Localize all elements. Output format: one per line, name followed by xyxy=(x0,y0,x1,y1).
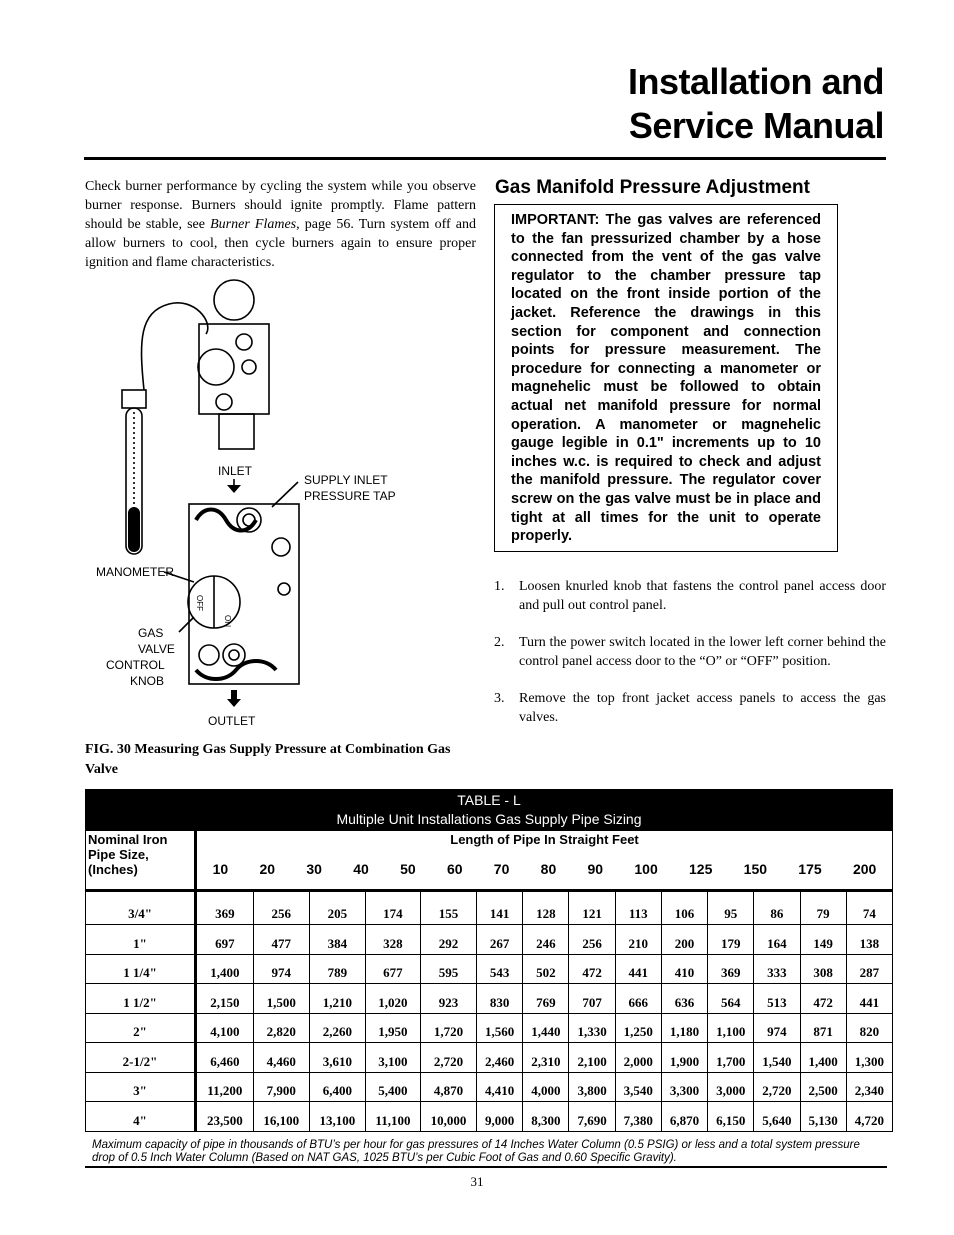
length-header-value: 125 xyxy=(689,861,713,877)
table-row xyxy=(86,1102,893,1132)
capacity-cell: 666 xyxy=(615,984,661,1014)
table-row xyxy=(86,954,893,984)
capacity-cell: 6,460 xyxy=(196,1043,254,1073)
capacity-cell: 769 xyxy=(523,984,569,1014)
capacity-cell: 2,460 xyxy=(477,1043,523,1073)
capacity-cell: 121 xyxy=(569,891,615,925)
capacity-cell: 256 xyxy=(253,891,309,925)
manometer-fitting xyxy=(122,390,146,408)
knob-label-3: CONTROL xyxy=(106,658,165,672)
capacity-cell: 820 xyxy=(846,1013,892,1043)
bottom-rule xyxy=(85,1166,887,1168)
capacity-cell: 5,130 xyxy=(800,1102,846,1132)
capacity-cell: 138 xyxy=(846,925,892,955)
knob-label-2: VALVE xyxy=(138,642,175,656)
section-heading: Gas Manifold Pressure Adjustment xyxy=(495,177,810,198)
capacity-cell: 3,800 xyxy=(569,1072,615,1102)
capacity-cell: 1,100 xyxy=(708,1013,754,1043)
table-row xyxy=(86,1013,893,1043)
capacity-cell: 1,950 xyxy=(365,1013,420,1043)
burner-flames-reference: Burner Flames xyxy=(210,217,297,232)
capacity-cell: 543 xyxy=(477,954,523,984)
capacity-cell: 2,000 xyxy=(615,1043,661,1073)
capacity-cell: 256 xyxy=(569,925,615,955)
table-row xyxy=(86,891,893,925)
capacity-cell: 1,330 xyxy=(569,1013,615,1043)
table-row xyxy=(86,1072,893,1102)
capacity-cell: 2,310 xyxy=(523,1043,569,1073)
important-notice-box xyxy=(494,204,838,552)
capacity-cell: 1,210 xyxy=(309,984,365,1014)
length-header-value: 40 xyxy=(353,861,369,877)
capacity-cell: 246 xyxy=(523,925,569,955)
outlet-arrow xyxy=(227,699,241,707)
pipe-size-cell: 2-1/2" xyxy=(86,1043,196,1073)
pipe-size-cell: 2" xyxy=(86,1013,196,1043)
capacity-cell: 4,720 xyxy=(846,1102,892,1132)
inlet-label: INLET xyxy=(218,464,253,478)
capacity-cell: 2,150 xyxy=(196,984,254,1014)
manometer-hose xyxy=(142,303,208,390)
capacity-cell: 677 xyxy=(365,954,420,984)
capacity-cell: 328 xyxy=(365,925,420,955)
capacity-cell: 179 xyxy=(708,925,754,955)
table-row xyxy=(86,1043,893,1073)
capacity-cell: 10,000 xyxy=(420,1102,476,1132)
capacity-cell: 789 xyxy=(309,954,365,984)
step-number: 2. xyxy=(494,635,505,650)
supply-tap-label-2: PRESSURE TAP xyxy=(304,489,396,503)
knob-label-4: KNOB xyxy=(130,674,165,688)
supply-tap-label-1: SUPPLY INLET xyxy=(304,473,388,487)
length-header-value: 70 xyxy=(493,861,510,877)
inlet-arrow xyxy=(227,485,241,493)
capacity-cell: 2,820 xyxy=(253,1013,309,1043)
pipe-size-cell: 3/4" xyxy=(86,891,196,925)
capacity-cell: 1,720 xyxy=(420,1013,476,1043)
capacity-cell: 1,400 xyxy=(800,1043,846,1073)
length-values-row xyxy=(197,861,892,877)
length-header-value: 200 xyxy=(852,861,877,877)
capacity-cell: 8,300 xyxy=(523,1102,569,1132)
top-regulator xyxy=(214,280,254,320)
capacity-cell: 472 xyxy=(800,984,846,1014)
capacity-cell: 3,540 xyxy=(615,1072,661,1102)
capacity-cell: 149 xyxy=(800,925,846,955)
capacity-cell: 410 xyxy=(661,954,707,984)
table-title: Multiple Unit Installations Gas Supply Pipe Sizing xyxy=(336,811,642,827)
capacity-cell: 1,250 xyxy=(615,1013,661,1043)
title-rule xyxy=(84,157,886,160)
length-header-value: 80 xyxy=(540,861,557,877)
capacity-cell: 974 xyxy=(253,954,309,984)
capacity-cell: 513 xyxy=(754,984,800,1014)
capacity-cell: 697 xyxy=(196,925,254,955)
step-number: 3. xyxy=(494,691,505,706)
capacity-cell: 11,100 xyxy=(365,1102,420,1132)
knob-pointer xyxy=(179,617,194,632)
pipe-sizing-table xyxy=(85,830,893,1132)
capacity-cell: 3,100 xyxy=(365,1043,420,1073)
capacity-cell: 369 xyxy=(708,954,754,984)
procedure-step xyxy=(494,689,886,727)
capacity-cell: 5,400 xyxy=(365,1072,420,1102)
page-number: 31 xyxy=(470,1174,484,1189)
intro-text-before: Check burner performance by cycling the system while you observe burner response. Burners should ignite promptly. Flame pattern should be stable, see xyxy=(85,179,476,232)
capacity-cell: 369 xyxy=(196,891,254,925)
gas-valve-diagram xyxy=(84,272,484,732)
knob-label-1: GAS xyxy=(138,626,164,640)
capacity-cell: 4,100 xyxy=(196,1013,254,1043)
capacity-cell: 830 xyxy=(477,984,523,1014)
figure-caption: FIG. 30 Measuring Gas Supply Pressure at Combination Gas Valve xyxy=(85,742,451,777)
capacity-cell: 1,020 xyxy=(365,984,420,1014)
procedure-step xyxy=(494,633,886,671)
capacity-cell: 2,340 xyxy=(846,1072,892,1102)
table-row xyxy=(86,925,893,955)
step-number: 1. xyxy=(494,579,505,594)
capacity-cell: 210 xyxy=(615,925,661,955)
capacity-cell: 106 xyxy=(661,891,707,925)
capacity-cell: 4,410 xyxy=(477,1072,523,1102)
procedure-steps xyxy=(494,577,886,745)
capacity-cell: 113 xyxy=(615,891,661,925)
capacity-cell: 79 xyxy=(800,891,846,925)
capacity-cell: 441 xyxy=(615,954,661,984)
capacity-cell: 333 xyxy=(754,954,800,984)
capacity-cell: 1,180 xyxy=(661,1013,707,1043)
capacity-cell: 441 xyxy=(846,984,892,1014)
capacity-cell: 11,200 xyxy=(196,1072,254,1102)
capacity-cell: 6,870 xyxy=(661,1102,707,1132)
table-body xyxy=(86,891,893,1132)
intro-paragraph xyxy=(85,177,476,272)
capacity-cell: 174 xyxy=(365,891,420,925)
capacity-cell: 595 xyxy=(420,954,476,984)
capacity-cell: 4,000 xyxy=(523,1072,569,1102)
capacity-cell: 1,900 xyxy=(661,1043,707,1073)
table-footnote: Maximum capacity of pipe in thousands of BTU’s per hour for gas pressures of 14 Inches Water Column (0.5 PSIG) or less and a total system pressure drop of 0.5 Inch Water Column (Based on NAT GAS, 1025 BTU’s per Cubic Foot of Gas and 0.60 Specific Gravity). xyxy=(92,1139,860,1164)
pipe-size-cell: 3" xyxy=(86,1072,196,1102)
capacity-cell: 2,720 xyxy=(754,1072,800,1102)
capacity-cell: 1,540 xyxy=(754,1043,800,1073)
length-header-value: 90 xyxy=(587,861,604,877)
intro-text-after: , page 56. Turn system off and allow burners to cool, then cycle burners again to ensure proper ignition and flame characteristics. xyxy=(85,217,476,270)
important-notice-text: IMPORTANT: The gas valves are referenced to the fan pressurized chamber by a hose connected from the vent of the gas valve regulator to the chamber pressure tap located on the front inside portion of the jacket. Reference the drawings in this section for component and connection points for pressure measurement. The procedure for connecting a manometer or magnehelic must be followed to obtain actual net manifold pressure for normal operation. A manometer or magnehelic gauge legible in 0.1" increments up to 10 inches w.c. is required to check and adjust the manifold pressure. The regulator cover screw on the gas valve must be in place and tight at all times for the unit to operate properly. xyxy=(511,212,821,545)
capacity-cell: 871 xyxy=(800,1013,846,1043)
top-valve-outlet xyxy=(219,414,254,449)
capacity-cell: 141 xyxy=(477,891,523,925)
capacity-cell: 564 xyxy=(708,984,754,1014)
capacity-cell: 4,460 xyxy=(253,1043,309,1073)
capacity-cell: 974 xyxy=(754,1013,800,1043)
step-text: Remove the top front jacket access panels to access the gas valves. xyxy=(519,691,886,725)
pipe-size-cell: 1 1/2" xyxy=(86,984,196,1014)
table-title-bar xyxy=(85,789,893,830)
capacity-cell: 2,500 xyxy=(800,1072,846,1102)
step-text: Turn the power switch located in the lower left corner behind the control panel access door to the “O” or “OFF” position. xyxy=(519,635,886,669)
capacity-cell: 1,440 xyxy=(523,1013,569,1043)
pipe-size-cell: 4" xyxy=(86,1102,196,1132)
length-header-value: 20 xyxy=(259,861,276,877)
capacity-cell: 636 xyxy=(661,984,707,1014)
capacity-cell: 1,500 xyxy=(253,984,309,1014)
capacity-cell: 6,400 xyxy=(309,1072,365,1102)
capacity-cell: 384 xyxy=(309,925,365,955)
length-header-value: 175 xyxy=(798,861,822,877)
capacity-cell: 1,700 xyxy=(708,1043,754,1073)
capacity-cell: 292 xyxy=(420,925,476,955)
capacity-cell: 74 xyxy=(846,891,892,925)
capacity-cell: 2,100 xyxy=(569,1043,615,1073)
capacity-cell: 7,380 xyxy=(615,1102,661,1132)
capacity-cell: 16,100 xyxy=(253,1102,309,1132)
capacity-cell: 923 xyxy=(420,984,476,1014)
capacity-cell: 86 xyxy=(754,891,800,925)
title-line-2: Service Manual xyxy=(628,105,884,146)
page-title xyxy=(628,60,884,148)
capacity-cell: 3,610 xyxy=(309,1043,365,1073)
table-row xyxy=(86,984,893,1014)
length-header-value: 60 xyxy=(446,861,463,877)
capacity-cell: 200 xyxy=(661,925,707,955)
capacity-cell: 1,300 xyxy=(846,1043,892,1073)
off-marking: OFF xyxy=(195,595,204,611)
pipe-size-column-header: Nominal Iron Pipe Size, (Inches) xyxy=(86,831,196,891)
capacity-cell: 3,000 xyxy=(708,1072,754,1102)
capacity-cell: 1,400 xyxy=(196,954,254,984)
pipe-size-cell: 1" xyxy=(86,925,196,955)
capacity-cell: 164 xyxy=(754,925,800,955)
capacity-cell: 155 xyxy=(420,891,476,925)
capacity-cell: 95 xyxy=(708,891,754,925)
length-header-value: 50 xyxy=(400,861,416,877)
capacity-cell: 128 xyxy=(523,891,569,925)
length-column-header xyxy=(196,831,893,891)
capacity-cell: 308 xyxy=(800,954,846,984)
capacity-cell: 502 xyxy=(523,954,569,984)
length-header-value: 10 xyxy=(212,861,229,877)
gas-valve-figure xyxy=(84,272,484,732)
outlet-label: OUTLET xyxy=(208,714,256,728)
capacity-cell: 13,100 xyxy=(309,1102,365,1132)
capacity-cell: 287 xyxy=(846,954,892,984)
capacity-cell: 7,690 xyxy=(569,1102,615,1132)
capacity-cell: 6,150 xyxy=(708,1102,754,1132)
on-marking: ON xyxy=(223,615,232,627)
capacity-cell: 7,900 xyxy=(253,1072,309,1102)
capacity-cell: 477 xyxy=(253,925,309,955)
step-text: Loosen knurled knob that fastens the control panel access door and pull out control panel. xyxy=(519,579,886,613)
procedure-step xyxy=(494,577,886,615)
title-line-1: Installation and xyxy=(627,61,884,102)
capacity-cell: 23,500 xyxy=(196,1102,254,1132)
length-header-value: 30 xyxy=(306,861,322,877)
manometer-label: MANOMETER xyxy=(96,565,174,579)
manometer-fluid xyxy=(128,507,140,552)
capacity-cell: 205 xyxy=(309,891,365,925)
length-header-value: 150 xyxy=(743,861,768,877)
capacity-cell: 2,260 xyxy=(309,1013,365,1043)
capacity-cell: 9,000 xyxy=(477,1102,523,1132)
capacity-cell: 4,870 xyxy=(420,1072,476,1102)
table-label: TABLE - L xyxy=(457,792,521,808)
capacity-cell: 5,640 xyxy=(754,1102,800,1132)
capacity-cell: 1,560 xyxy=(477,1013,523,1043)
capacity-cell: 3,300 xyxy=(661,1072,707,1102)
capacity-cell: 472 xyxy=(569,954,615,984)
length-header-value: 100 xyxy=(634,861,658,877)
capacity-cell: 2,720 xyxy=(420,1043,476,1073)
capacity-cell: 707 xyxy=(569,984,615,1014)
length-header-label: Length of Pipe In Straight Feet xyxy=(450,832,639,847)
capacity-cell: 267 xyxy=(477,925,523,955)
pipe-size-cell: 1 1/4" xyxy=(86,954,196,984)
